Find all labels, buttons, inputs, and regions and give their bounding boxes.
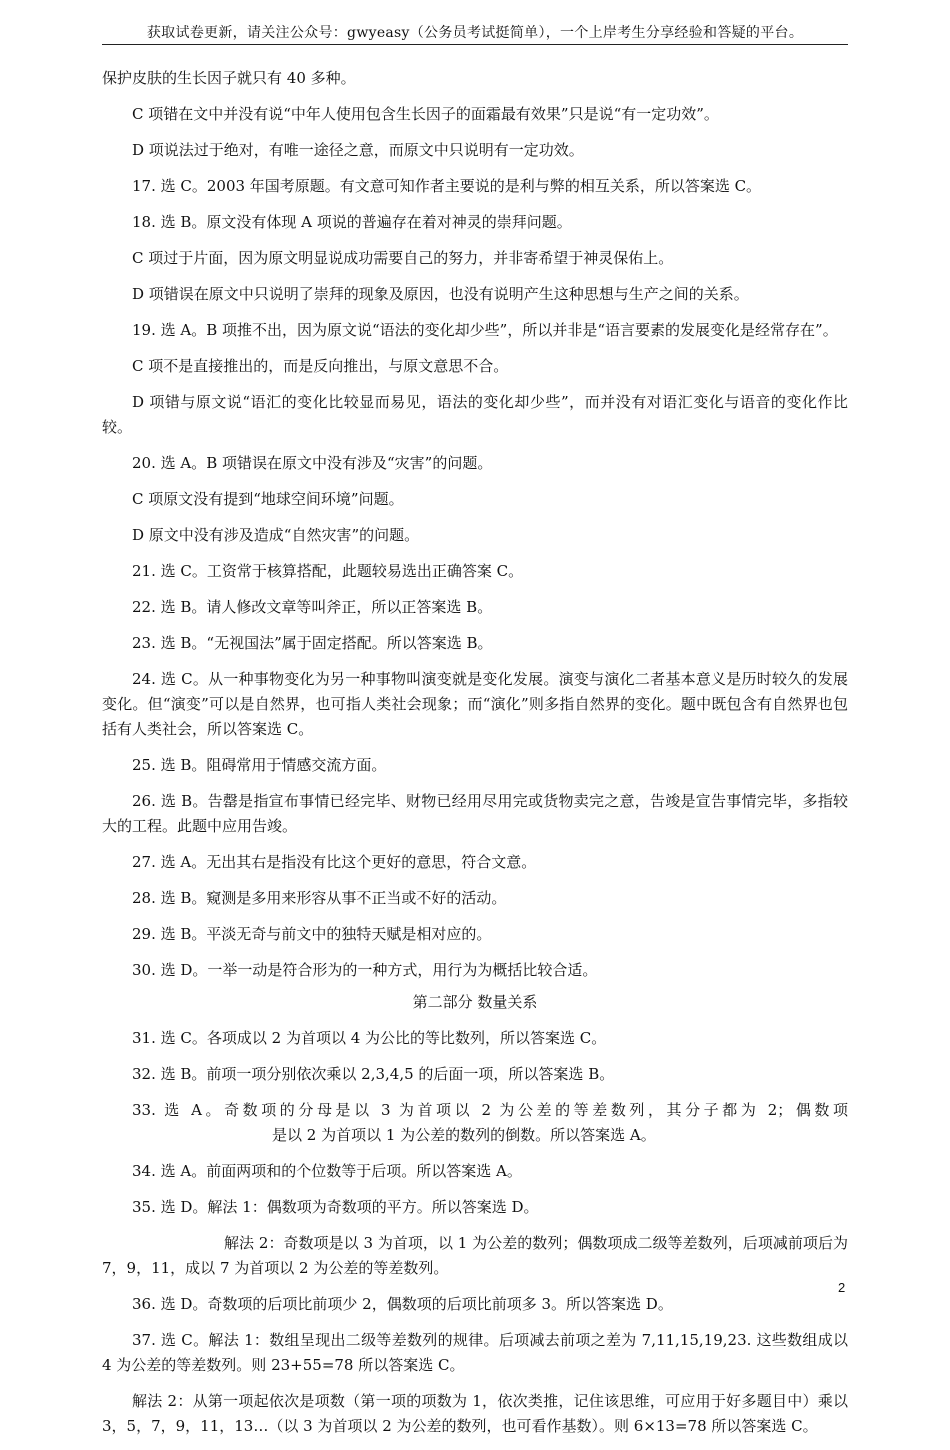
paragraph: 25. 选 B。阻碍常用于情感交流方面。 [132,756,387,774]
paragraph: 28. 选 B。窥测是多用来形容从事不正当或不好的活动。 [132,889,507,907]
document-body [102,66,848,1450]
paragraph: 27. 选 A。无出其右是指没有比这个更好的意思，符合文意。 [132,853,537,871]
paragraph: 32. 选 B。前项一项分别依次乘以 2,3,4,5 的后面一项，所以答案选 B。 [132,1065,615,1083]
paragraph: D 项错误在原文中只说明了崇拜的现象及原因，也没有说明产生这种思想与生产之间的关系。 [132,285,749,303]
q33-text-part1: 33. 选 A。奇数项的分母是以 3 为首项以 2 为公差的等差数列，其分子都为 2；偶数项 [132,1101,848,1119]
paragraph: 34. 选 A。前面两项和的个位数等于后项。所以答案选 A。 [132,1162,522,1180]
paragraph: C 项不是直接推出的，而是反向推出，与原文意思不合。 [132,357,509,375]
paragraph: 23. 选 B。“无视国法”属于固定搭配。所以答案选 B。 [132,634,493,652]
paragraph: D 项错与原文说“语汇的变化比较显而易见，语法的变化却少些”，而并没有对语汇变化与语音的变化作比较。 [102,393,848,436]
paragraph: D 原文中没有涉及造成“自然灾害”的问题。 [132,526,420,544]
page-header: 获取试卷更新，请关注公众号：gwyeasy（公务员考试挺简单），一个上岸考生分享经验和答疑的平台。 [146,25,804,41]
paragraph: 26. 选 B。告罄是指宣布事情已经完毕、财物已经用尽用完或货物卖完之意，告竣是宣告事情完毕，多指较大的工程。此题中应用告竣。 [102,792,848,835]
paragraph: 22. 选 B。请人修改文章等叫斧正，所以正答案选 B。 [132,598,493,616]
paragraph: 20. 选 A。B 项错误在原文中没有涉及“灾害”的问题。 [132,454,493,472]
q33-text-part2: 是以 2 为首项以 1 为公差的数列的倒数。所以答案选 A。 [272,1126,656,1144]
paragraph: 21. 选 C。工资常于核算搭配，此题较易选出正确答案 C。 [132,562,524,580]
paragraph: 31. 选 C。各项成以 2 为首项以 4 为公比的等比数列，所以答案选 C。 [132,1029,607,1047]
paragraph: 保护皮肤的生长因子就只有 40 多种。 [102,69,356,87]
paragraph: 解法 2：奇数项是以 3 为首项，以 1 为公差的数列；偶数项成二级等差数列，后项减前项后为 7，9，11，成以 7 为首项以 2 为公差的等差数列。 [102,1234,848,1277]
paragraph: 24. 选 C。从一种事物变化为另一种事物叫演变就是变化发展。演变与演化二者基本意义是历时较久的发展变化。但“演变”可以是自然界，也可指人类社会现象；而“演化”则多指自然界的变化。题中既包含有自然界也包括有人类社会，所以答案选 C。 [102,670,848,738]
section-title: 第二部分 数量关系 [412,993,538,1011]
header-divider [102,44,848,45]
paragraph: 37. 选 C。解法 1：数组呈现出二级等差数列的规律。后项减去前项之差为 7,11,15,19,23. 这些数组成以 4 为公差的等差数列。则 23+55=78 所以答案选 C。 [102,1331,848,1374]
paragraph-q33 [102,1098,848,1148]
paragraph: C 项错在文中并没有说“中年人使用包含生长因子的面霜最有效果”只是说“有一定功效”。 [132,105,719,123]
paragraph: C 项过于片面，因为原文明显说成功需要自己的努力，并非寄希望于神灵保佑上。 [132,249,674,267]
paragraph: C 项原文没有提到“地球空间环境”问题。 [132,490,404,508]
paragraph: 29. 选 B。平淡无奇与前文中的独特天赋是相对应的。 [132,925,492,943]
paragraph: D 项说法过于绝对，有唯一途径之意，而原文中只说明有一定功效。 [132,141,584,159]
paragraph: 17. 选 C。2003 年国考原题。有文意可知作者主要说的是利与弊的相互关系，所以答案选 C。 [132,177,762,195]
paragraph: 解法 2：从第一项起依次是项数（第一项的项数为 1，依次类推，记住该思维，可应用于好多题目中）乘以 3，5，7，9，11，13…（以 3 为首项以 2 为公差的数列，也可看作基数）。则 6×13=78 所以答案选 C。 [102,1392,848,1435]
paragraph: 18. 选 B。原文没有体现 A 项说的普遍存在着对神灵的崇拜问题。 [132,213,572,231]
paragraph: 30. 选 D。一举一动是符合形为的一种方式，用行为为概括比较合适。 [132,961,598,979]
paragraph: 35. 选 D。解法 1：偶数项为奇数项的平方。所以答案选 D。 [132,1198,539,1216]
paragraph: 36. 选 D。奇数项的后项比前项少 2，偶数项的后项比前项多 3。所以答案选 D。 [132,1295,673,1313]
paragraph: 19. 选 A。B 项推不出，因为原文说“语法的变化却少些”，所以并非是“语言要素的发展变化是经常存在”。 [132,321,838,339]
page-number: 2 [838,1280,846,1295]
